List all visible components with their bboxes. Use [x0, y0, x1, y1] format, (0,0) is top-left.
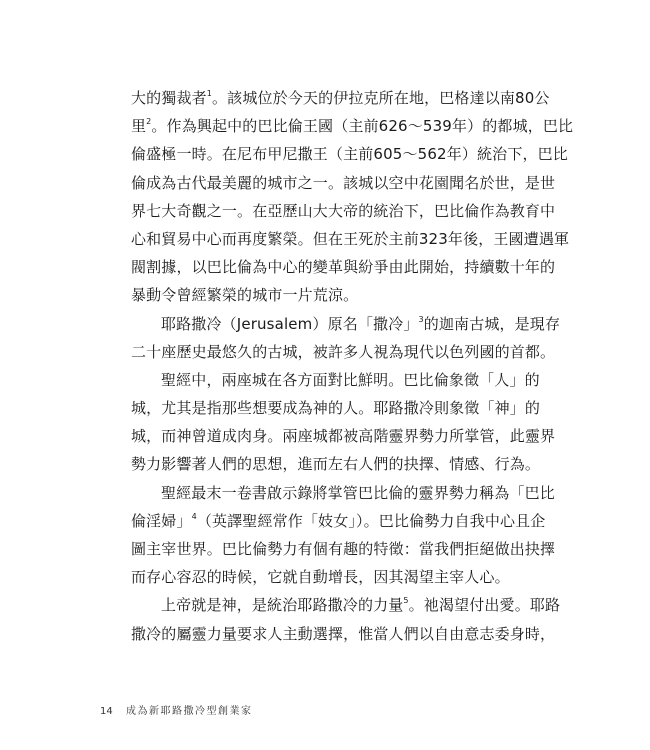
footnote-ref[interactable]: 3 [418, 314, 424, 324]
text-line: 上帝就是神，是統治耶路撒冷的力量$^5$。祂渴望付出愛。耶路 [161, 596, 561, 615]
text-line: 里$^2$。作為興起中的巴比倫王國（主前626～539年）的都城，巴比 [131, 117, 574, 136]
text-line: 心和貿易中心而再度繁榮。但在王死於主前323年後，王國遭遇軍 [131, 229, 570, 248]
footnote-ref[interactable]: 1 [206, 89, 213, 98]
text-line: 而存心容忍的時候，它就自動增長，因其渴望主宰人心。 [131, 568, 510, 587]
text-line: 城，尤其是指那些想要成為神的人。耶路撒冷則象徵「神」的 [131, 399, 541, 418]
page-footer [100, 702, 253, 717]
footnote-ref[interactable]: 2 [146, 117, 152, 127]
text-line: 城，而神曾道成肉身。兩座城都被高階靈界勢力所掌管，此靈界 [131, 427, 556, 446]
text-line: 聖經最末一卷書啟示錄將掌管巴比倫的靈界勢力稱為「巴比 [161, 483, 555, 502]
footnote-ref[interactable]: 4 [191, 511, 197, 521]
text-line: 倫盛極一時。在尼布甲尼撒王（主前605～562年）統治下，巴比 [131, 145, 568, 164]
footnote-ref[interactable]: 5 [403, 596, 409, 606]
body-text [131, 84, 574, 648]
text-line: 界七大奇觀之一。在亞歷山大大帝的統治下，巴比倫作為教育中 [131, 201, 556, 220]
running-title: 成為新耶路撒冷型創業家 [126, 706, 253, 717]
text-line: 圖主宰世界。巴比倫勢力有個有趣的特徵：當我們拒絕做出抉擇 [131, 540, 556, 558]
page-number: 14 [100, 706, 113, 717]
text-line: 倫成為古代最美麗的城市之一。該城以空中花園聞名於世，是世 [131, 173, 556, 192]
text-line: 暴動令曾經繁榮的城市一片荒涼。 [131, 286, 359, 305]
text-line: 聖經中，兩座城在各方面對比鮮明。巴比倫象徵「人」的 [161, 370, 540, 389]
text-line: 倫淫婦」$^4$（英譯聖經常作「妓女」）。巴比倫勢力自我中心且企 [131, 511, 546, 530]
text-line: 撒冷的屬靈力量要求人主動選擇，惟當人們以自由意志委身時， [131, 624, 556, 643]
text-line: 勢力影響著人們的思想，進而左右人們的抉擇、情感、行為。 [131, 455, 541, 474]
text-line: 大的獨裁者$^1$。該城位於今天的伊拉克所在地，巴格達以南80公 [131, 89, 550, 107]
text-line: 耶路撒冷（Jerusalem）原名「撒冷」$^3$的迦南古城，是現存 [161, 314, 561, 333]
text-line: 二十座歷史最悠久的古城，被許多人視為現代以色列國的首都。 [131, 342, 556, 361]
text-line: 閥割據，以巴比倫為中心的變革與紛爭由此開始，持續數十年的 [131, 258, 556, 277]
